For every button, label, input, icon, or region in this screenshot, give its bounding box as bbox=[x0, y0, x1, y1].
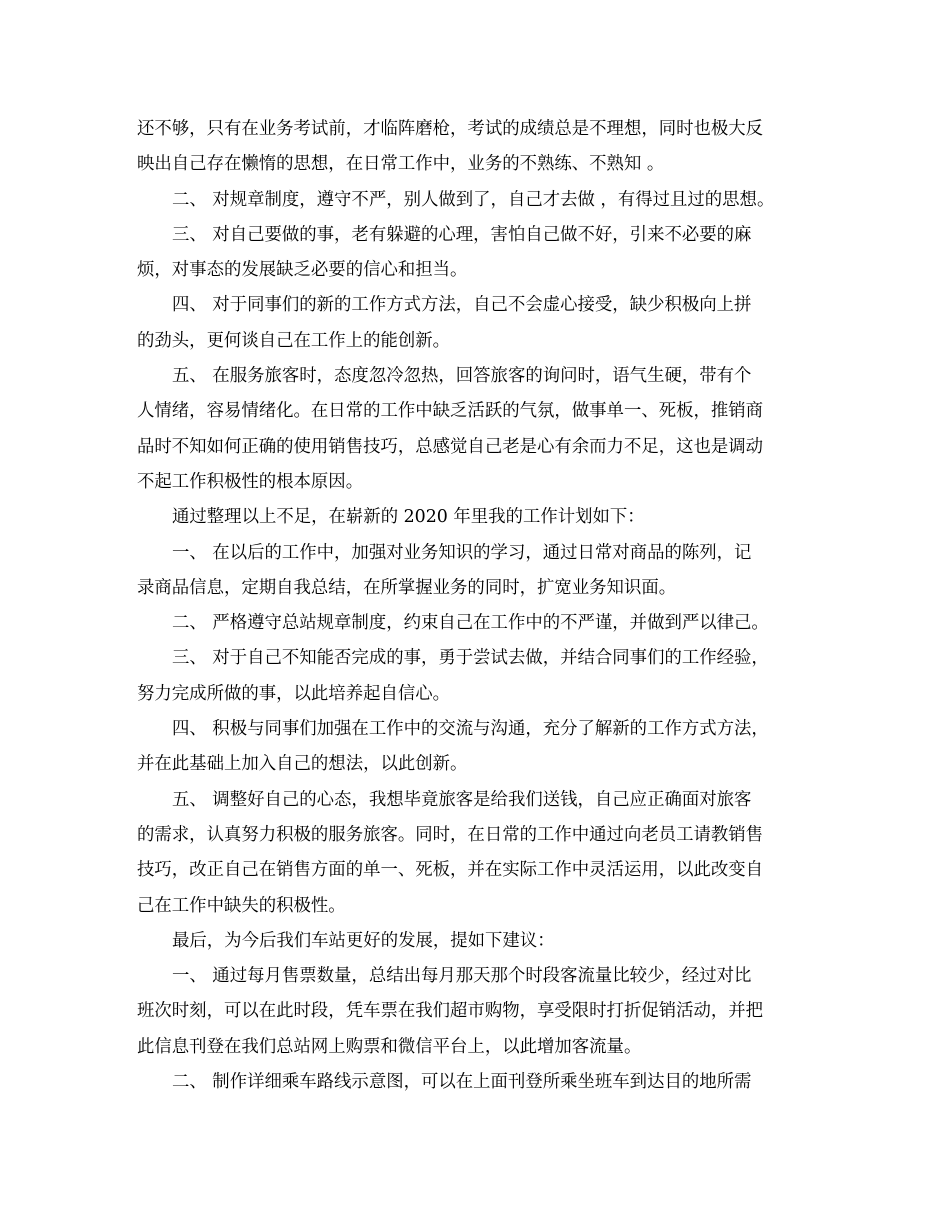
text-line: 的劲头，更何谈自己在工作上的能创新。 bbox=[137, 330, 451, 351]
text-line: 通过整理以上不足，在崭新的 2020 年里我的工作计划如下： bbox=[172, 507, 645, 528]
text-line: 不起工作积极性的根本原因。 bbox=[137, 471, 364, 492]
text-line: 二、 严格遵守总站规章制度，约束自己在工作中的不严谨，并做到严以律己。 bbox=[172, 613, 769, 634]
text-line: 品时不知如何正确的使用销售技巧，总感觉自己老是心有余而力不足，这也是调动 bbox=[137, 436, 764, 457]
text-line: 烦，对事态的发展缺乏必要的信心和担当。 bbox=[137, 260, 468, 281]
text-line: 技巧，改正自己在销售方面的单一、死板，并在实际工作中灵活运用，以此改变自 bbox=[137, 860, 764, 881]
text-line: 四、 对于同事们的新的工作方式方法，自己不会虚心接受，缺少积极向上拼 bbox=[172, 295, 752, 316]
text-line: 录商品信息，定期自我总结，在所掌握业务的同时，扩宽业务知识面。 bbox=[137, 577, 677, 598]
text-line: 五、 调整好自己的心态，我想毕竟旅客是给我们送钱，自己应正确面对旅客 bbox=[172, 789, 752, 810]
text-line: 此信息刊登在我们总站网上购票和微信平台上，以此增加客流量。 bbox=[137, 1036, 642, 1057]
text-line: 最后，为今后我们车站更好的发展，提如下建议： bbox=[172, 930, 555, 951]
text-line: 一、 通过每月售票数量，总结出每月那天那个时段客流量比较少，经过对比 bbox=[172, 966, 752, 987]
text-line: 还不够，只有在业务考试前，才临阵磨枪，考试的成绩总是不理想，同时也极大反 bbox=[137, 119, 764, 139]
text-line: 己在工作中缺失的积极性。 bbox=[137, 895, 346, 916]
text-line: 并在此基础上加入自己的想法，以此创新。 bbox=[137, 754, 468, 775]
text-line: 一、 在以后的工作中，加强对业务知识的学习，通过日常对商品的陈列，记 bbox=[172, 542, 752, 563]
document-body bbox=[137, 112, 823, 1100]
text-line: 努力完成所做的事，以此培养起自信心。 bbox=[137, 683, 451, 704]
text-line: 的需求，认真努力积极的服务旅客。同时，在日常的工作中通过向老员工请教销售 bbox=[137, 824, 764, 845]
text-line: 三、 对于自己不知能否完成的事，勇于尝试去做，并结合同事们的工作经验， bbox=[172, 648, 769, 669]
text-line: 五、 在服务旅客时，态度忽冷忽热，回答旅客的询问时，语气生硬，带有个 bbox=[172, 366, 752, 387]
text-line: 班次时刻，可以在此时段，凭车票在我们超市购物，享受限时打折促销活动，并把 bbox=[137, 1001, 764, 1022]
text-line: 四、 积极与同事们加强在工作中的交流与沟通，充分了解新的工作方式方法， bbox=[172, 719, 769, 740]
text-line: 映出自己存在懒惰的思想，在日常工作中，业务的不熟练、不熟知 。 bbox=[137, 154, 665, 175]
text-line: 二、 制作详细乘车路线示意图，可以在上面刊登所乘坐班车到达目的地所需 bbox=[172, 1072, 752, 1093]
text-line: 二、 对规章制度，遵守不严，别人做到了，自己才去做 ，有得过且过的思想。 bbox=[172, 189, 775, 210]
text-line: 人情绪，容易情绪化。在日常的工作中缺乏活跃的气氛，做事单一、死板，推销商 bbox=[137, 401, 764, 422]
text-line: 三、 对自己要做的事，老有躲避的心理，害怕自己做不好，引来不必要的麻 bbox=[172, 224, 752, 245]
